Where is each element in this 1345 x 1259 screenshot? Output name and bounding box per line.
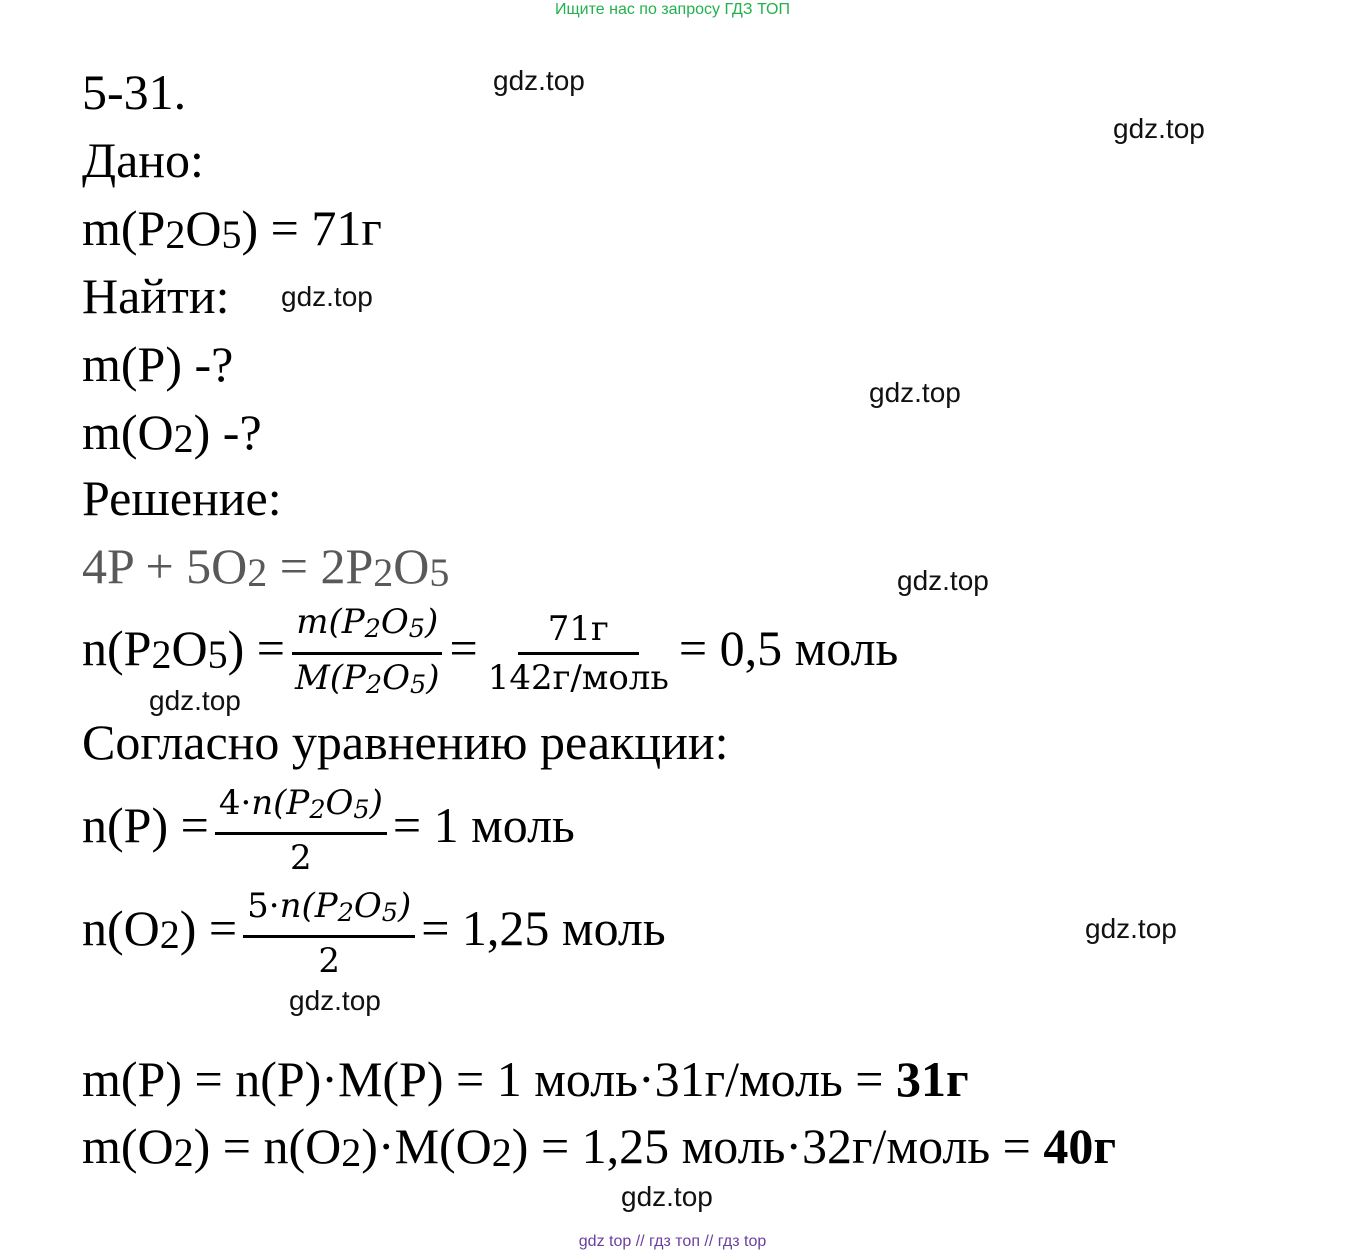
find-o2-rhs: ) -? [193, 404, 262, 460]
equation-part: O [393, 538, 430, 594]
coefficient: 4· [218, 782, 252, 823]
equation-part: 4P + 5O [82, 538, 248, 594]
watermark: gdz.top [869, 377, 961, 408]
m-p-expression: m(P) = n(P)·M(P) = 1 моль·31г/моль = [82, 1051, 896, 1107]
solution-label: Решение: [82, 470, 282, 526]
subscript: 2 [373, 550, 394, 596]
watermark: gdz.top [621, 1181, 713, 1212]
find-o2-lhs: m(O [82, 404, 174, 460]
m-p-answer: 31г [895, 1051, 969, 1107]
find-label: Найти: [82, 268, 230, 324]
n-p2o5-lhs: n(P [82, 620, 152, 676]
fraction-numerator: 71г [518, 609, 639, 655]
n-p-fraction: $\frac{4\cdot n(P_2O_5)}{2}$ [215, 783, 387, 879]
reaction-equation [82, 536, 449, 603]
according-label: Согласно уравнению реакции: [82, 714, 729, 770]
n-p-line [82, 779, 575, 879]
m-o2-part: m(O [82, 1118, 174, 1174]
fraction-denominator: M(P [294, 658, 366, 699]
watermark: gdz.top [897, 565, 989, 596]
n-o2-line: $n(O_2)$ = $\frac{5\cdot n(P_2O_5)}{2}$ = 1,25 моль [82, 885, 666, 982]
coefficient: 5· [247, 885, 280, 926]
given-label: Дано: [82, 132, 204, 188]
subscript: 5 [221, 212, 242, 258]
watermark: gdz.top [1085, 913, 1177, 944]
subscript: 5 [429, 550, 450, 596]
fraction-denominator: 142г/моль [487, 658, 669, 699]
m-p-line [82, 1049, 969, 1109]
bottom-banner: gdz top // гдз топ // гдз top [578, 1233, 767, 1250]
watermark: gdz.top [149, 685, 241, 716]
fraction-numerator: m(P [296, 602, 365, 643]
m-o2-line: $m(O_2) = n(O_2)\cdot M(O_2) = 1,25$ моль·32г/моль = 40г [82, 1118, 1117, 1176]
top-banner: Ищите нас по запросу ГДЗ ТОП [555, 1, 790, 18]
m-o2-part: ) = n(O [193, 1118, 342, 1174]
n-o2-lhs: n(O [82, 900, 160, 956]
subscript: 2 [173, 416, 194, 462]
m-o2-part: )·M(O [361, 1118, 492, 1174]
n-p2o5-line: $n(P_2O_5)$ = $\frac{m(P_2O_5)}{M(P_2O_5)}$ = $\frac{71г}{\text{142г/моль}}$ = 0,5 моль [82, 602, 898, 694]
watermark: gdz.top [289, 985, 381, 1016]
m-o2-part: ) = 1,25 моль·32г/моль = [511, 1118, 1044, 1174]
watermark: gdz.top [493, 65, 585, 96]
n-p-result: = 1 моль [392, 797, 575, 853]
subscript: 2 [165, 212, 186, 258]
given-mass-line: $m(P_2O_5) = 71г$ [82, 200, 382, 258]
m-o2-answer: 40г [1043, 1118, 1117, 1174]
n-o2-result: = 1,25 моль [421, 900, 666, 956]
problem-number: 5-31. [82, 64, 187, 120]
find-o2-line [82, 402, 262, 469]
n-p2o5-result: = 0,5 моль [678, 620, 899, 676]
subscript: 2 [247, 550, 268, 596]
given-lhs: m(P [82, 200, 166, 256]
watermark: gdz.top [1113, 113, 1205, 144]
fraction-denominator: 2 [318, 941, 340, 982]
find-p-line: m(P) -? [82, 336, 234, 392]
watermark: gdz.top [281, 281, 373, 312]
n-p-lhs: n(P) = [82, 797, 209, 853]
value-fraction [484, 609, 673, 698]
given-rhs: ) = 71г [241, 200, 382, 256]
n-o2-fraction: $\frac{5\cdot n(P_2O_5)}{2}$ [243, 886, 415, 982]
fraction-numerator: n(P [251, 782, 310, 823]
equation-part: = 2P [267, 538, 374, 594]
fraction-numerator: n(P [279, 885, 338, 926]
molar-fraction: $\frac{m(P_2O_5)}{M(P_2O_5)}$ [291, 602, 444, 705]
fraction-denominator: 2 [290, 838, 312, 879]
